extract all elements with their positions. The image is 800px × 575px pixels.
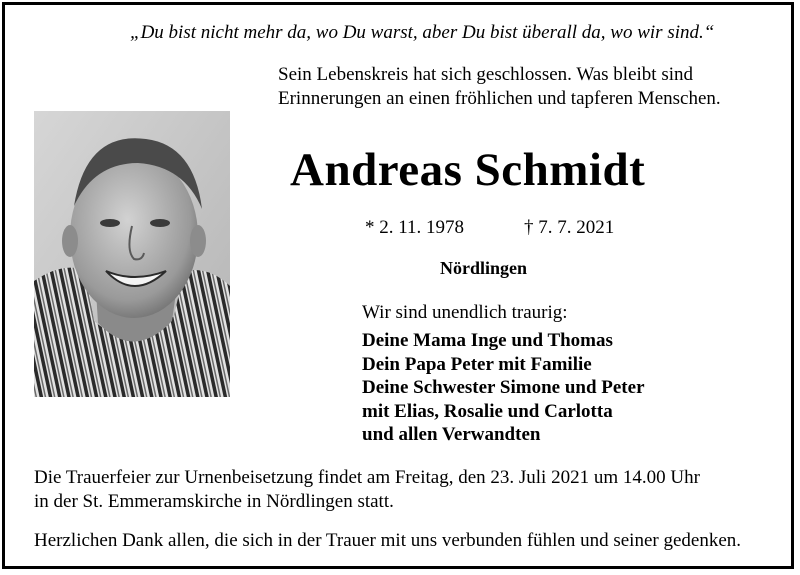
portrait-photo-drawing xyxy=(34,111,230,397)
deceased-name: Andreas Schmidt xyxy=(290,144,646,196)
death-date: † 7. 7. 2021 xyxy=(524,217,615,238)
mourner-entry: Deine Schwester Simone und Peter xyxy=(362,377,645,398)
mourner-entry: Dein Papa Peter mit Familie xyxy=(362,353,592,375)
intro-line: Sein Lebenskreis hat sich geschlossen. Was bleibt sind xyxy=(278,64,693,85)
mourner-entry: und allen Verwandten xyxy=(362,424,541,445)
portrait-photo xyxy=(34,111,230,397)
thanks-note: Herzlichen Dank allen, die sich in der Trauer mit uns verbunden fühlen und seiner gedenken. xyxy=(34,530,742,551)
ceremony-notice xyxy=(34,466,774,514)
birth-date: * 2. 11. 1978 xyxy=(365,217,465,238)
memorial-quote: „Du bist nicht mehr da, wo Du warst, aber Du bist überall da, wo wir sind.“ xyxy=(130,22,715,43)
ceremony-line: in der St. Emmeramskirche in Nördlingen statt. xyxy=(34,491,394,512)
intro-text xyxy=(278,63,778,111)
ceremony-line: Die Trauerfeier zur Urnenbeisetzung findet am Freitag, den 23. Juli 2021 um 14.00 Uhr xyxy=(34,467,700,488)
mourners-intro: Wir sind unendlich traurig: xyxy=(362,302,568,323)
mourner-entry: mit Elias, Rosalie und Carlotta xyxy=(362,400,613,422)
mourner-entry: Deine Mama Inge und Thomas xyxy=(362,330,613,351)
mourners-list xyxy=(362,329,645,447)
intro-line: Erinnerungen an einen fröhlichen und tapferen Menschen. xyxy=(278,88,721,109)
hometown: Nördlingen xyxy=(440,258,528,278)
